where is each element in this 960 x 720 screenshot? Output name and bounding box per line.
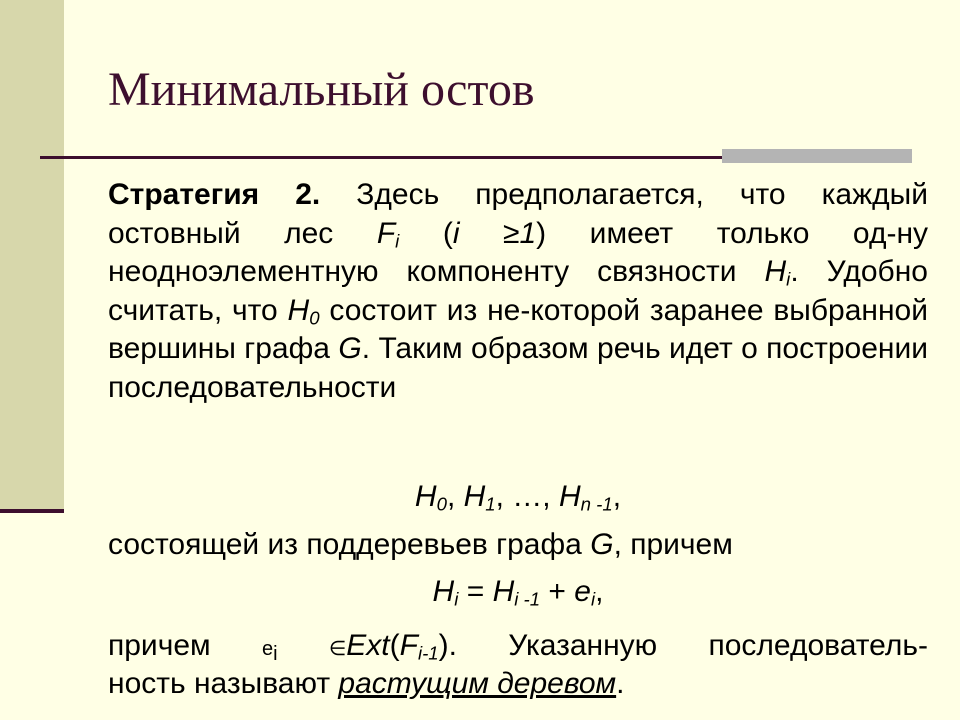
para-text-6: . Таким образом речь идет о построении последовательности [108, 332, 928, 404]
formula-line: $H_i = H_{i -1} + e_i$, [432, 575, 604, 610]
para-F: F [376, 216, 396, 250]
para-text-3: ) имеет только од-ну неодноэлементную компоненту связности [108, 216, 929, 288]
para-text-4: . Удобно считать, что [108, 255, 928, 327]
left-decor-band [0, 0, 64, 512]
para-H0-sub: 0 [309, 307, 320, 329]
para-H: H [764, 255, 787, 288]
para-text-2: ( [399, 216, 453, 250]
strategy-paragraph [108, 176, 928, 407]
left-decor-line [0, 509, 64, 513]
para-H0: H [287, 293, 310, 327]
sequence-line: $H_0$, $H_1$, …, $H_{n -1}$, [414, 480, 622, 515]
para-text-5: состоит из не-которой заранее выбранной вершины графа [108, 293, 929, 365]
para-ige1: i ≥1 [452, 216, 537, 250]
strategy-label: Стратегия 2. [108, 178, 321, 211]
title-rule-accent [722, 149, 912, 163]
para-text-1: Здесь предполагается, что каждый остовный лес [108, 178, 928, 250]
last-line-2: ность называют растущим деревом. [108, 667, 625, 700]
term-growing-tree: растущим деревом [338, 667, 617, 700]
para-G: G [338, 332, 362, 365]
slide-title: Минимальный остов [108, 63, 535, 116]
last-line-1: причем $e_i$ $\in Ext(F_{i-1})$. Указанную последователь- [108, 629, 928, 665]
subtrees-line: состоящей из поддеревьев графа G, причем [108, 528, 733, 561]
para-F-sub: i [395, 230, 400, 252]
para-H-sub: i [786, 268, 791, 290]
